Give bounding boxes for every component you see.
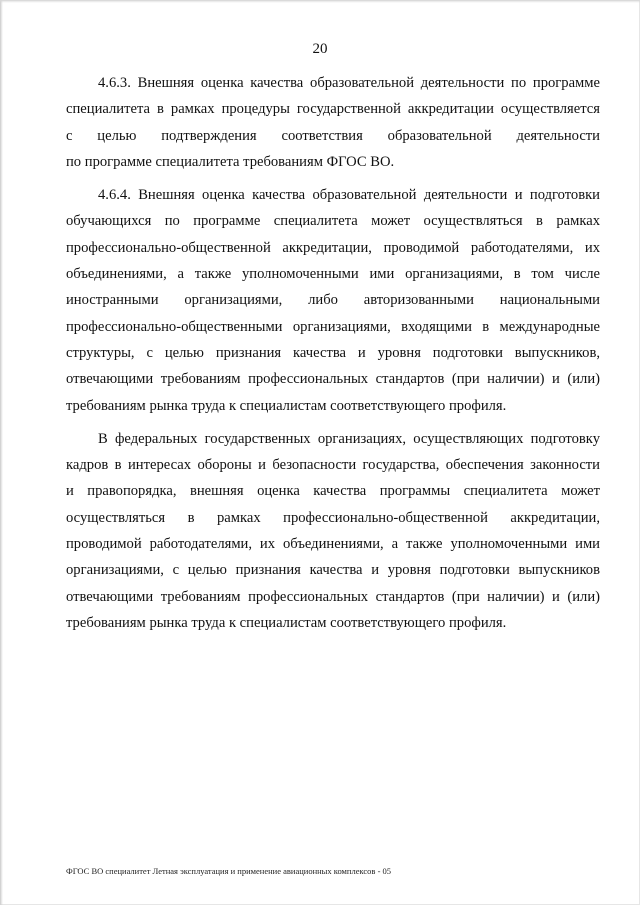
text-line: обучающихся по программе специалитета может осуществляться в рамках (66, 213, 600, 230)
text-line: отвечающими требованиям профессиональных стандартов (при наличии) и (или) (66, 371, 600, 388)
text-line: осуществляться в рамках профессионально-общественной аккредитации, (66, 509, 600, 526)
text-line: В федеральных государственных организациях, осуществляющих подготовку (98, 430, 600, 447)
text-line: требованиям рынка труда к специалистам соответствующего профиля. (66, 397, 507, 414)
scan-edge-left (0, 0, 3, 905)
text-line: профессионально-общественной аккредитации, проводимой работодателями, их (66, 239, 600, 256)
text-line: 4.6.4. Внешняя оценка качества образовательной деятельности и подготовки (98, 187, 600, 204)
text-line: 4.6.3. Внешняя оценка качества образовательной деятельности по программе (98, 75, 600, 91)
text-line: требованиям рынка труда к специалистам соответствующего профиля. (66, 614, 507, 631)
text-line: с целью подтверждения соответствия образовательной деятельности (66, 127, 600, 144)
text-line: структуры, с целью признания качества и уровня подготовки выпускников, (66, 344, 600, 361)
text-line: отвечающими требованиям профессиональных стандартов (при наличии) и (или) (66, 588, 600, 605)
text-line: объединениями, а также уполномоченными ими организациями, в том числе (66, 266, 600, 283)
text-line: по программе специалитета требованиям ФГОС ВО. (66, 153, 395, 170)
document-body (66, 70, 600, 643)
paragraph-4-6-3 (66, 70, 600, 175)
text-line: проводимой работодателями, их объединениями, а также уполномоченными ими (66, 536, 600, 553)
scan-edge-top (0, 0, 640, 3)
paragraph-federal-organizations (66, 426, 600, 636)
text-line: и правопорядка, внешняя оценка качества программы специалитета может (66, 483, 600, 500)
page-number: 20 (312, 41, 328, 57)
text-line: профессионально-общественными организациями, входящими в международные (66, 318, 600, 335)
text-line: иностранными организациями, либо авторизованными национальными (66, 292, 600, 309)
paragraph-4-6-4 (66, 182, 600, 419)
text-line: организациями, с целью признания качества и уровня подготовки выпускников (66, 562, 600, 579)
page-footer: ФГОС ВО специалитет Летная эксплуатация и применение авиационных комплексов - 05 (66, 866, 392, 876)
text-line: кадров в интересах обороны и безопасности государства, обеспечения законности (66, 457, 600, 474)
text-line: специалитета в рамках процедуры государственной аккредитации осуществляется (66, 101, 600, 118)
